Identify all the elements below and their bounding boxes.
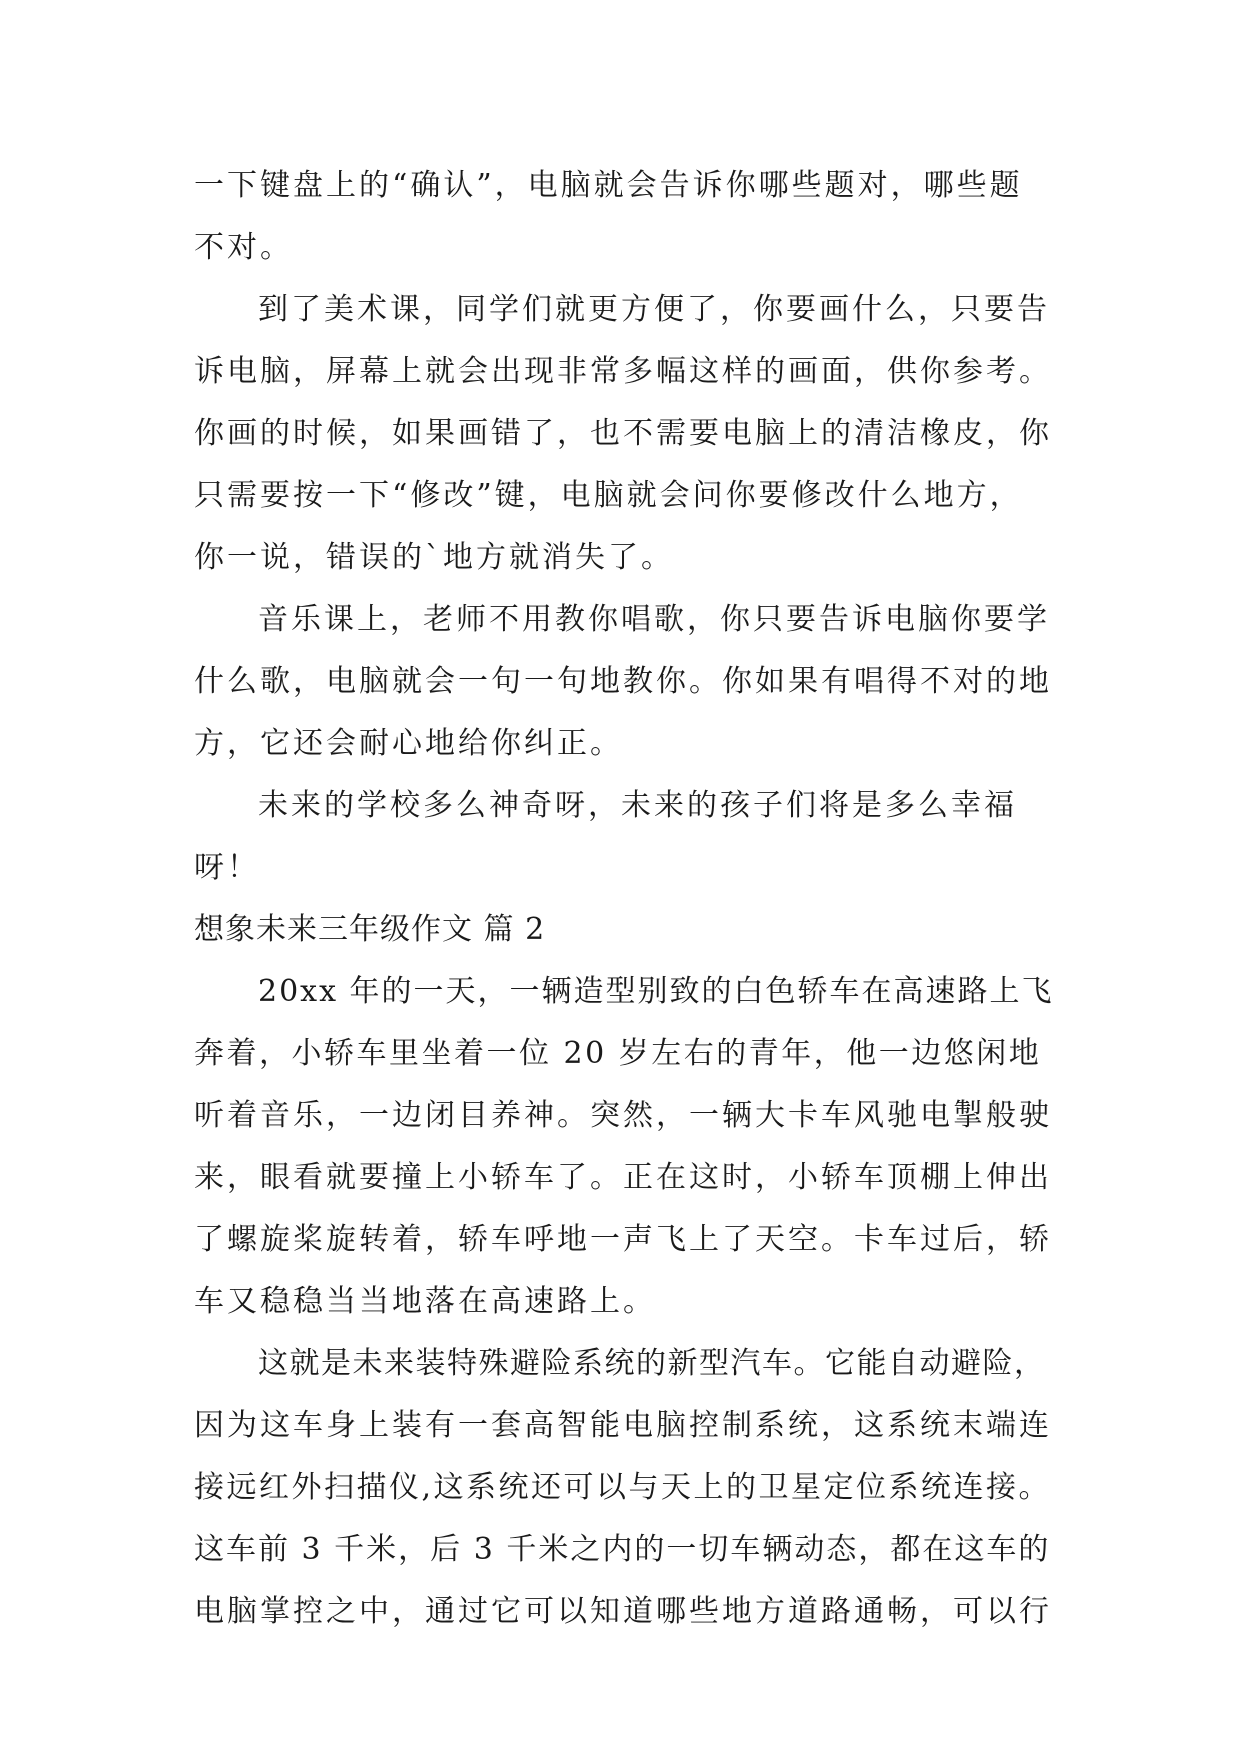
text-line: 电脑掌控之中，通过它可以知道哪些地方道路通畅，可以行 — [194, 1594, 1052, 1629]
text-line: 呀！ — [194, 850, 260, 885]
text-line: 只需要按一下“修改”键，电脑就会问你要修改什么地方， — [194, 478, 1023, 513]
text-line: 这就是未来装特殊避险系统的新型汽车。它能自动避险， — [258, 1346, 1046, 1381]
text-line: 音乐课上，老师不用教你唱歌，你只要告诉电脑你要学 — [258, 602, 1050, 637]
text-line: 20xx 年的一天，一辆造型别致的白色轿车在高速路上飞 — [258, 974, 1054, 1009]
text-line: 未来的学校多么神奇呀，未来的孩子们将是多么幸福 — [258, 788, 1017, 823]
text-line: 你一说，错误的`地方就消失了。 — [194, 540, 674, 575]
text-line: 你画的时候，如果画错了，也不需要电脑上的清洁橡皮，你 — [194, 416, 1052, 451]
text-line: 因为这车身上装有一套高智能电脑控制系统，这系统末端连 — [194, 1408, 1052, 1443]
text-line: 诉电脑，屏幕上就会出现非常多幅这样的画面，供你参考。 — [194, 354, 1052, 389]
document-body — [194, 155, 1054, 1643]
text-line: 奔着，小轿车里坐着一位 20 岁左右的青年，他一边悠闲地 — [194, 1036, 1042, 1071]
text-line: 一下键盘上的“确认”，电脑就会告诉你哪些题对，哪些题 — [194, 168, 1023, 203]
text-line: 接远红外扫描仪,这系统还可以与天上的卫星定位系统连接。 — [194, 1470, 1052, 1505]
text-line: 这车前 3 千米，后 3 千米之内的一切车辆动态，都在这车的 — [194, 1532, 1051, 1567]
text-line: 来，眼看就要撞上小轿车了。正在这时，小轿车顶棚上伸出 — [194, 1160, 1052, 1195]
text-line: 什么歌，电脑就会一句一句地教你。你如果有唱得不对的地 — [194, 664, 1052, 699]
text-line: 到了美术课，同学们就更方便了，你要画什么，只要告 — [258, 292, 1050, 327]
text-line: 了螺旋桨旋转着，轿车呼地一声飞上了天空。卡车过后，轿 — [194, 1222, 1052, 1257]
text-line: 车又稳稳当当地落在高速路上。 — [194, 1284, 656, 1319]
text-line: 听着音乐，一边闭目养神。突然，一辆大卡车风驰电掣般驶 — [194, 1098, 1052, 1133]
section-heading: 想象未来三年级作文 篇 2 — [194, 912, 546, 947]
text-line: 方，它还会耐心地给你纠正。 — [194, 726, 623, 761]
text-line: 不对。 — [194, 230, 293, 265]
